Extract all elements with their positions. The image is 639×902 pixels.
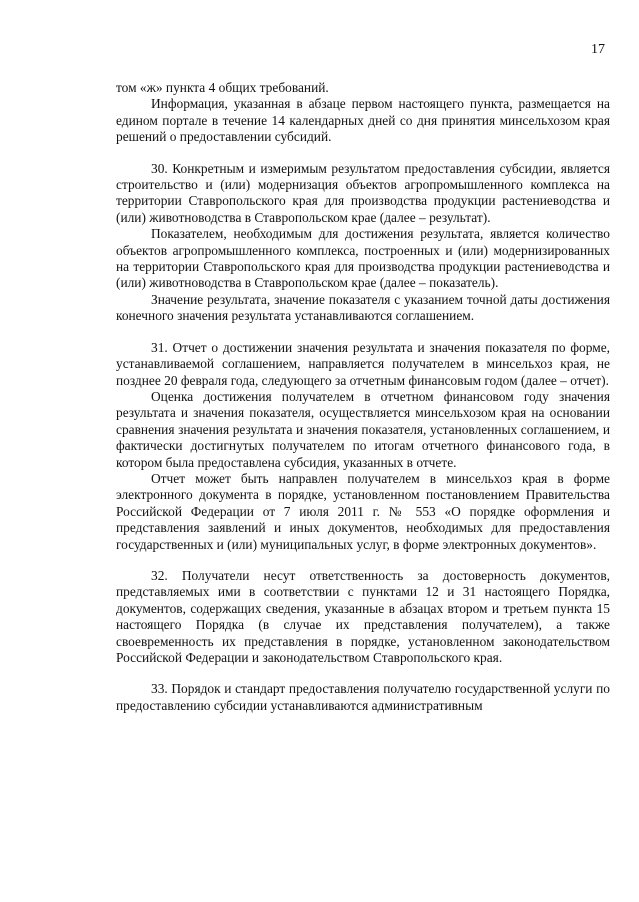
document-body [116,80,610,714]
paragraph-electronic-report: Отчет может быть направлен получателем в минсельхоз края в форме электронного документа в порядке, установленном постановлением Правительства Российской Федерации от 7 июля 2011 г. № 553 «О порядке оформления и представления заявлений и иных документов, необходимых для предоставления государственных и (или) муниципальных услуг, в форме электронных документов». [116,470,610,552]
paragraph-continuation: том «ж» пункта 4 общих требований. [116,80,329,95]
paragraph-item-33: 33. Порядок и стандарт предоставления получателю государственной услуги по предоставлению субсидии устанавливаются административным [116,681,610,713]
paragraph-publication-info: Информация, указанная в абзаце первом настоящего пункта, размещается на едином портале в течение 14 календарных дней со дня принятия минсельхозом края решений о предоставлении субсидий. [116,96,610,145]
page-number: 17 [591,42,605,57]
paragraph-indicator: Показателем, необходимым для достижения результата, является количество объектов агропромышленного комплекса, построенных и (или) модернизированных на территории Ставропольского края для производства продукции растениеводства и (или) животноводства в Ставропольском крае (далее – показатель). [116,226,610,291]
paragraph-item-32: 32. Получатели несут ответственность за достоверность документов, представляемых ими в соответствии с пунктами 12 и 31 настоящего Порядка, документов, содержащих сведения, указанные в абзацах втором и третьем пункта 15 настоящего Порядка (в случае их представления получателем), а также своевременность их представления в порядке, установленном законодательством Российской Федерации и законодательством Ставропольского края. [116,567,610,665]
paragraph-assessment: Оценка достижения получателем в отчетном финансовом году значения результата и значения показателя, осуществляется минсельхозом края на основании сравнения значения результата и значения показателя, установленных соглашением, и фактически достигнутых получателем по итогам отчетного финансового года, в котором была предоставлена субсидия, указанных в отчете. [116,388,610,470]
paragraph-result-value: Значение результата, значение показателя с указанием точной даты достижения конечного значения результата устанавливаются соглашением. [116,291,610,324]
paragraph-item-31: 31. Отчет о достижении значения результата и значения показателя по форме, устанавливаемой соглашением, направляется получателем в минсельхоз края, не позднее 20 февраля года, следующего за отчетным финансовым годом (далее – отчет). [116,339,610,388]
paragraph-item-30: 30. Конкретным и измеримым результатом предоставления субсидии, является строительство и (или) модернизация объектов агропромышленного комплекса на территории Ставропольского края для производства продукции растениеводства и (или) животноводства в Ставропольском крае (далее – результат). [116,160,610,225]
